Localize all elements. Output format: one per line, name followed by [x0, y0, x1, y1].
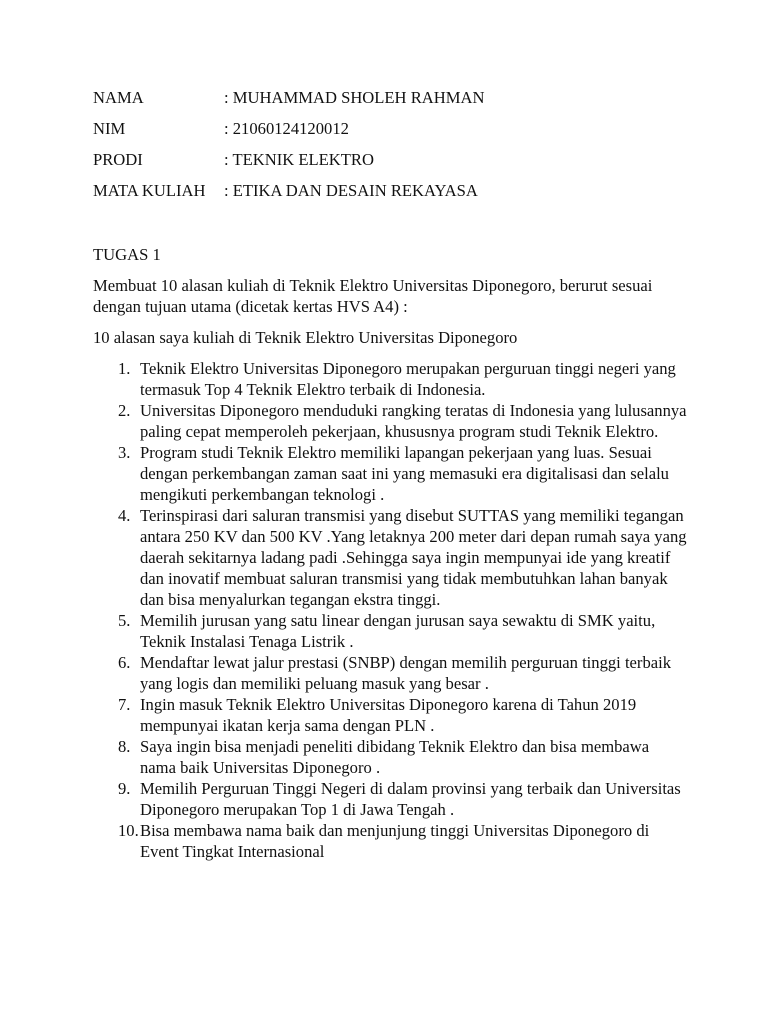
header-value: : MUHAMMAD SHOLEH RAHMAN — [224, 88, 485, 107]
header-value: : TEKNIK ELEKTRO — [224, 150, 374, 169]
header-label: NAMA — [93, 88, 144, 107]
list-item — [93, 505, 688, 610]
list-item — [93, 694, 688, 736]
header-row-nim — [93, 118, 688, 139]
list-item — [93, 652, 688, 694]
assignment-title: TUGAS 1 — [93, 245, 161, 264]
list-number: 5. — [118, 611, 131, 630]
list-item — [93, 358, 688, 400]
list-item-text: Mendaftar lewat jalur prestasi (SNBP) dengan memilih perguruan tinggi terbaik yang logis dan memiliki peluang masuk yang besar . — [140, 653, 672, 693]
header-value: : ETIKA DAN DESAIN REKAYASA — [224, 181, 478, 200]
list-item-text: Teknik Elektro Universitas Diponegoro merupakan perguruan tinggi negeri yang termasuk Top 4 Teknik Elektro terbaik di Indonesia. — [140, 359, 676, 399]
list-item-text: Ingin masuk Teknik Elektro Universitas Diponegoro karena di Tahun 2019 mempunyai ikatan kerja sama dengan PLN . — [140, 695, 637, 735]
list-number: 6. — [118, 653, 131, 672]
list-number: 9. — [118, 779, 131, 798]
list-item — [93, 736, 688, 778]
header-row-mata-kuliah — [93, 180, 688, 201]
header-value: : 21060124120012 — [224, 119, 349, 138]
list-item — [93, 820, 688, 862]
list-number: 1. — [118, 359, 131, 378]
header-label: NIM — [93, 119, 126, 138]
list-item-text: Saya ingin bisa menjadi peneliti dibidang Teknik Elektro dan bisa membawa nama baik Universitas Diponegoro . — [140, 737, 650, 777]
list-item — [93, 610, 688, 652]
list-item — [93, 442, 688, 505]
list-item-text: Bisa membawa nama baik dan menjunjung tinggi Universitas Diponegoro di Event Tingkat Internasional — [140, 821, 650, 861]
list-number: 2. — [118, 401, 131, 420]
header-row-prodi — [93, 149, 688, 170]
list-item — [93, 778, 688, 820]
header-label: PRODI — [93, 150, 143, 169]
list-item-text: Memilih Perguruan Tinggi Negeri di dalam provinsi yang terbaik dan Universitas Diponegoro merupakan Top 1 di Jawa Tengah . — [140, 779, 681, 819]
list-number: 7. — [118, 695, 131, 714]
reasons-list — [93, 358, 688, 862]
header-label: MATA KULIAH — [93, 181, 206, 200]
list-item — [93, 400, 688, 442]
list-item-text: Universitas Diponegoro menduduki rangking teratas di Indonesia yang lulusannya paling cepat memperoleh pekerjaan, khususnya program studi Teknik Elektro. — [140, 401, 687, 441]
list-item-text: Memilih jurusan yang satu linear dengan jurusan saya sewaktu di SMK yaitu, Teknik Instalasi Tenaga Listrik . — [140, 611, 656, 651]
list-number: 4. — [118, 506, 131, 525]
header-row-nama — [93, 87, 688, 108]
list-item-text: Program studi Teknik Elektro memiliki lapangan pekerjaan yang luas. Sesuai dengan perkembangan zaman saat ini yang memasuki era digitalisasi dan selalu mengikuti perkembangan teknologi . — [140, 443, 669, 504]
spacer — [93, 211, 688, 244]
list-number: 3. — [118, 443, 131, 462]
list-number: 10. — [118, 821, 139, 840]
list-number: 8. — [118, 737, 131, 756]
list-title: 10 alasan saya kuliah di Teknik Elektro Universitas Diponegoro — [93, 328, 518, 347]
list-item-text: Terinspirasi dari saluran transmisi yang disebut SUTTAS yang memiliki tegangan antara 250 KV dan 500 KV .Yang letaknya 200 meter dari depan rumah saya yang daerah sekitarnya ladang padi .Sehingga saya ingin mempunyai ide yang kreatif dan inovatif membuat saluran transmisi yang tidak membutuhkan lahan banyak dan bisa menyalurkan tegangan ekstra tinggi. — [140, 506, 687, 609]
assignment-intro: Membuat 10 alasan kuliah di Teknik Elektro Universitas Diponegoro, berurut sesuai dengan tujuan utama (dicetak kertas HVS A4) : — [93, 276, 653, 316]
